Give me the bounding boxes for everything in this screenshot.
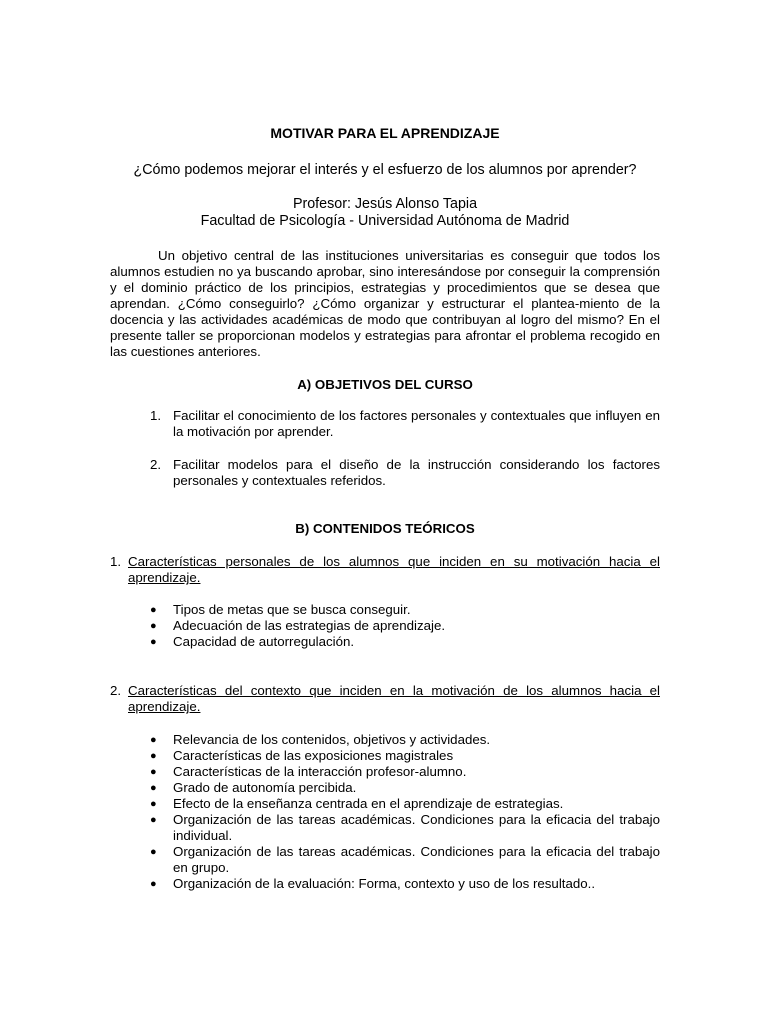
bullet-item — [150, 748, 660, 764]
objective-item — [150, 457, 660, 489]
section-a-heading: A) OBJETIVOS DEL CURSO — [297, 377, 473, 392]
bullet-text: Características de las exposiciones magistrales — [173, 748, 454, 763]
content-title — [110, 683, 660, 715]
bullet-text: Efecto de la enseñanza centrada en el aprendizaje de estrategias. — [173, 796, 564, 811]
bullet-text: Relevancia de los contenidos, objetivos y actividades. — [173, 732, 491, 747]
content-title-text: Características personales de los alumnos que inciden en su motivación hacia el aprendizaje. — [128, 554, 660, 585]
bullet-text: Organización de las tareas académicas. Condiciones para la eficacia del trabajo individual. — [173, 812, 660, 843]
bullet-icon: ● — [150, 766, 157, 778]
bullet-item — [150, 634, 660, 650]
content-number: 2. — [110, 683, 122, 698]
objective-item — [150, 408, 660, 440]
author-block — [110, 196, 660, 230]
bullet-icon: ● — [150, 620, 157, 632]
content-title — [110, 554, 660, 586]
bullet-item — [150, 812, 660, 844]
affiliation-line: Facultad de Psicología - Universidad Autónoma de Madrid — [200, 213, 570, 229]
bullet-item — [150, 796, 660, 812]
bullet-icon: ● — [150, 814, 157, 826]
objectives-list — [150, 408, 660, 440]
objective-text: Facilitar modelos para el diseño de la instrucción considerando los factores personales y contextuales referidos. — [173, 457, 660, 488]
bullet-item — [150, 844, 660, 876]
bullet-icon: ● — [150, 636, 157, 648]
objectives-list-continued — [150, 457, 660, 489]
content-number: 1. — [110, 554, 122, 569]
bullet-text: Capacidad de autorregulación. — [173, 634, 355, 649]
bullet-text: Tipos de metas que se busca conseguir. — [173, 602, 411, 617]
bullet-text: Adecuación de las estrategias de aprendizaje. — [173, 618, 446, 633]
objective-number: 2. — [150, 457, 162, 472]
bullet-text: Grado de autonomía percibida. — [173, 780, 357, 795]
content-item-2 — [110, 683, 660, 715]
bullet-item — [150, 780, 660, 796]
bullet-icon: ● — [150, 782, 157, 794]
bullet-item — [150, 602, 660, 618]
bullet-icon: ● — [150, 750, 157, 762]
bullet-icon: ● — [150, 878, 157, 890]
document-subtitle: ¿Cómo podemos mejorar el interés y el esfuerzo de los alumnos por aprender? — [133, 162, 637, 178]
section-b-heading: B) CONTENIDOS TEÓRICOS — [295, 521, 475, 536]
bullet-text: Características de la interacción profesor-alumno. — [173, 764, 467, 779]
bullet-item — [150, 876, 660, 892]
bullet-item — [150, 732, 660, 748]
bullet-text: Organización de la evaluación: Forma, contexto y uso de los resultado.. — [173, 876, 596, 891]
content-item-1 — [110, 554, 660, 586]
intro-paragraph: Un objetivo central de las instituciones universitarias es conseguir que todos los alumnos estudien no ya buscando aprobar, sino interesándose por conseguir la comprensión y el dominio práctico de los principios, estrategias y procedimientos que se desea que aprendan. ¿Cómo conseguirlo? ¿Cómo organizar y estructurar el plantea-miento de la docencia y las actividades académicas de modo que contribuyan al logro del mismo? En el presente taller se proporcionan modelos y estrategias para afrontar el problema recogido en las cuestiones anteriores. — [110, 248, 660, 359]
bullet-item — [150, 764, 660, 780]
content-1-bullets — [150, 602, 660, 650]
bullet-icon: ● — [150, 604, 157, 616]
bullet-icon: ● — [150, 798, 157, 810]
content-title-text: Características del contexto que inciden en la motivación de los alumnos hacia el aprendizaje. — [128, 683, 660, 714]
document-page — [110, 0, 660, 1024]
author-line: Profesor: Jesús Alonso Tapia — [292, 196, 478, 212]
objective-text: Facilitar el conocimiento de los factores personales y contextuales que influyen en la motivación por aprender. — [173, 408, 660, 439]
content-2-bullets — [150, 732, 660, 892]
document-title: MOTIVAR PARA EL APRENDIZAJE — [270, 125, 500, 141]
bullet-item — [150, 618, 660, 634]
bullet-icon: ● — [150, 734, 157, 746]
bullet-icon: ● — [150, 846, 157, 858]
bullet-text: Organización de las tareas académicas. Condiciones para la eficacia del trabajo en grupo. — [173, 844, 660, 875]
objective-number: 1. — [150, 408, 162, 423]
